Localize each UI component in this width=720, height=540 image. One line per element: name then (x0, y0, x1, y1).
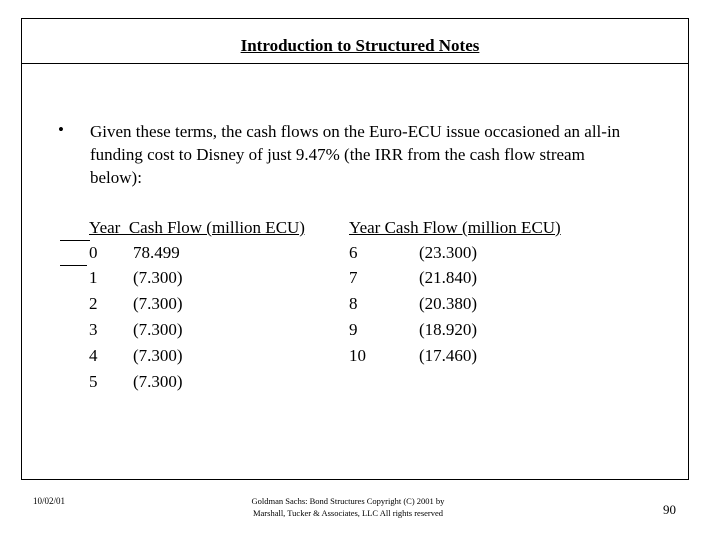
footer-copyright: Goldman Sachs: Bond Structures Copyright (C) 2001 by Marshall, Tucker & Associates, LLC All rights reserved (251, 496, 445, 518)
right-row-flow: (18.920) (419, 320, 478, 339)
left-table-header: Year Cash Flow (million ECU) (89, 218, 305, 237)
bullet-text: Given these terms, the cash flows on the Euro-ECU issue occasioned an all-in funding cost to Disney of just 9.47% (the IRR from the cash flow stream below): (90, 122, 621, 187)
right-row-year: 7 (349, 268, 358, 287)
left-row-flow: (7.300) (133, 320, 183, 339)
left-row-flow: (7.300) (133, 372, 183, 391)
left-row-flow: (7.300) (133, 294, 183, 313)
left-row-flow: (7.300) (133, 268, 183, 287)
left-row-year: 4 (89, 346, 98, 365)
left-row-flow: (7.300) (133, 346, 183, 365)
right-row-year: 6 (349, 243, 358, 262)
header-underline-lead (60, 218, 90, 241)
right-row-flow: (21.840) (419, 268, 478, 287)
left-row-year: 1 (89, 268, 98, 287)
left-row-year: 2 (89, 294, 98, 313)
slide-title: Introduction to Structured Notes (240, 36, 480, 55)
right-row-flow: (23.300) (419, 243, 478, 262)
right-row-flow: (20.380) (419, 294, 478, 313)
left-row-year: 3 (89, 320, 98, 339)
page-number: 90 (663, 502, 676, 517)
right-row-year: 9 (349, 320, 358, 339)
bullet-icon: • (58, 120, 64, 139)
footer-date: 10/02/01 (33, 496, 66, 506)
left-row-flow: 78.499 (133, 243, 180, 262)
right-row-year: 8 (349, 294, 358, 313)
left-row-year: 0 (89, 243, 98, 262)
right-row-year: 10 (349, 346, 366, 365)
title-divider (22, 63, 689, 64)
right-table-header: Year Cash Flow (million ECU) (349, 218, 561, 237)
right-row-flow: (17.460) (419, 346, 478, 365)
left-row-year: 5 (89, 372, 98, 391)
row-underline-lead (60, 243, 87, 266)
